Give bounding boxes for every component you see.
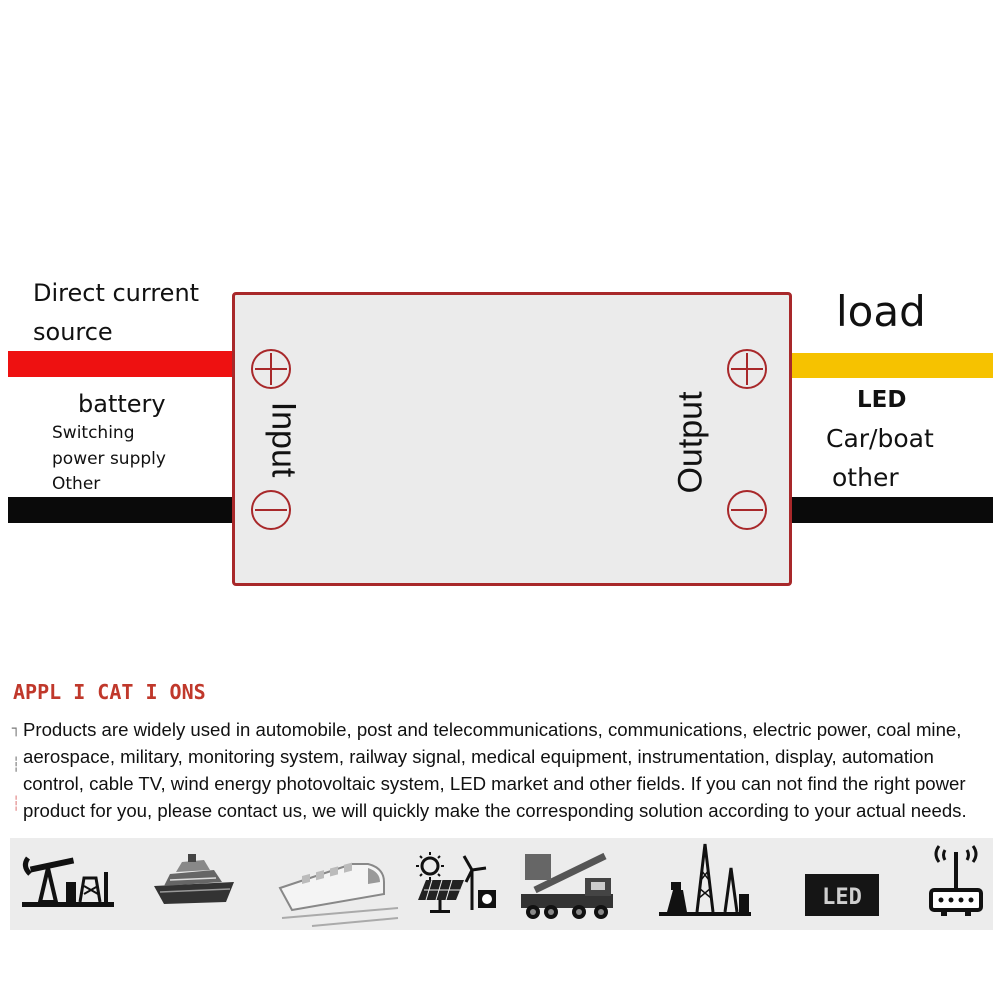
applications-line: control, cable TV, wind energy photovoltaic system, LED market and other fields. If you can not find the right power [23,773,966,794]
output-positive-terminal-icon [727,349,767,389]
car-boat-label: Car/boat [826,424,934,453]
other-source-power-supply: power supply [52,449,166,469]
applications-paragraph [23,716,998,824]
led-sign-text: LED [822,885,862,910]
led-label: LED [857,387,907,413]
output-label: Output [671,391,710,494]
applications-title: APPL I CAT I ONS [13,680,206,704]
applications-line: product for you, please contact us, we will quickly make the corresponding solution according to your actual needs. [23,800,967,821]
positive-output-wire [789,353,993,378]
router-icon [925,838,987,930]
margin-mark-icon: ┆ [12,757,21,773]
output-negative-terminal-icon [727,490,767,530]
source-title-line1: Direct current [33,279,200,307]
oil-pump-icon [18,838,118,930]
other-load-label: other [832,463,899,492]
margin-mark-icon: ┐ [12,721,21,737]
negative-input-wire [8,497,236,523]
other-source-switching: Switching [52,423,135,443]
solar-wind-icon [408,838,500,930]
positive-input-wire [8,351,236,377]
input-positive-terminal-icon [251,349,291,389]
train-icon [272,838,402,930]
crane-truck-icon [515,838,620,930]
input-negative-terminal-icon [251,490,291,530]
negative-output-wire [789,497,993,523]
oil-rig-icon [655,838,755,930]
applications-icon-strip [10,838,993,930]
source-title-line2: source [33,318,113,346]
led-sign-icon [805,838,879,930]
ship-icon [150,838,240,930]
input-label: Input [264,401,303,478]
margin-mark-icon: ┆ [12,796,21,812]
battery-label: battery [78,390,166,418]
other-source-other: Other [52,474,101,494]
applications-line: aerospace, military, monitoring system, railway signal, medical equipment, instrumentation, display, automation [23,746,934,767]
load-label: load [836,287,926,336]
applications-line: Products are widely used in automobile, post and telecommunications, communications, electric power, coal mine, [23,719,962,740]
